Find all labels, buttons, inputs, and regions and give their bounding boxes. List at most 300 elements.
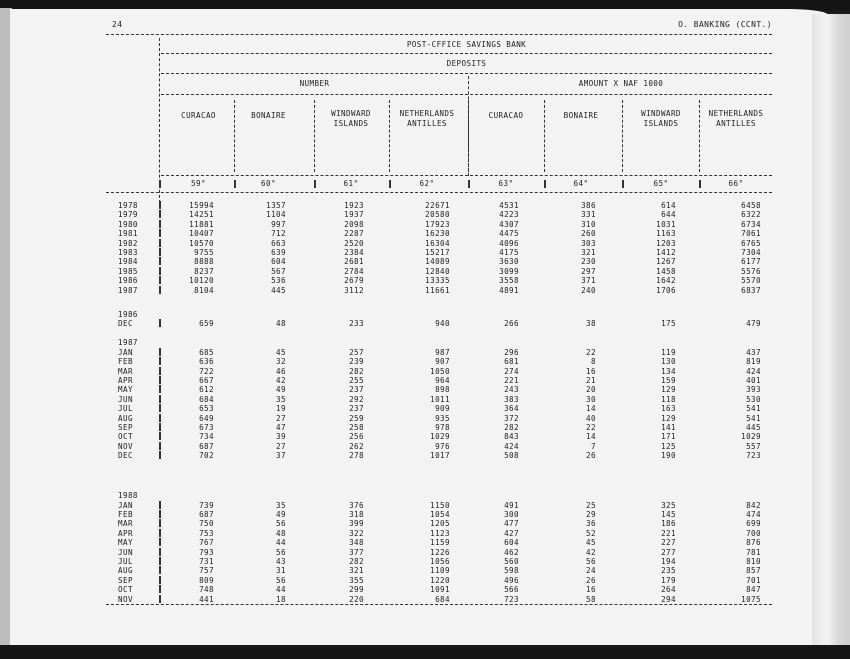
- cell-value: 39: [276, 432, 286, 442]
- cell-value: 36: [586, 519, 596, 529]
- column-header: [236, 111, 301, 121]
- cell-value: 21: [586, 376, 596, 385]
- cell-value: 2098: [344, 219, 364, 229]
- cell-value: 30: [586, 394, 596, 404]
- page-binding-shadow: [812, 14, 850, 645]
- cell-value: 12840: [425, 266, 450, 276]
- cell-value: 31: [276, 566, 286, 576]
- cell-value: 282: [349, 366, 364, 376]
- cell-value: 6765: [741, 238, 761, 248]
- cell-value: 667: [199, 376, 214, 385]
- cell-value: 130: [661, 357, 676, 367]
- cell-value: 612: [199, 385, 214, 395]
- cell-value: 56: [276, 519, 286, 529]
- cell-value: 898: [435, 385, 450, 395]
- cell-value: 237: [349, 404, 364, 414]
- cell-value: 18: [276, 594, 286, 604]
- cell-value: 8888: [194, 257, 214, 267]
- cell-value: 321: [349, 566, 364, 576]
- cell-value: 4307: [499, 219, 519, 229]
- cell-value: 134: [661, 366, 676, 376]
- cell-value: 303: [581, 238, 596, 248]
- cell-value: 310: [581, 219, 596, 229]
- row-divider: [159, 319, 161, 327]
- cell-value: 125: [661, 441, 676, 451]
- cell-value: 1011: [430, 394, 450, 404]
- cell-value: 220: [349, 594, 364, 604]
- cell-value: 233: [349, 319, 364, 329]
- table-row: [106, 404, 772, 413]
- row-divider: [159, 395, 161, 403]
- number-group-heading: NUMBER: [299, 79, 330, 88]
- cell-value: 1109: [430, 566, 450, 576]
- column-divider: [622, 100, 623, 172]
- cell-value: 45: [276, 347, 286, 357]
- column-label-line1: NETHERLANDS: [399, 109, 455, 118]
- cell-value: 5570: [741, 276, 761, 286]
- column-header: [546, 111, 616, 121]
- cell-value: 274: [504, 366, 519, 376]
- row-divider: [159, 201, 161, 209]
- cell-value: 491: [504, 500, 519, 510]
- cell-value: 399: [349, 519, 364, 529]
- cell-value: 1163: [656, 229, 676, 239]
- cell-value: 364: [504, 404, 519, 414]
- row-divider: [159, 529, 161, 537]
- cell-value: 2681: [344, 257, 364, 267]
- cell-value: 479: [746, 319, 761, 329]
- year-label: 1986: [118, 310, 138, 319]
- cell-value: 58: [586, 594, 596, 604]
- cell-value: 604: [504, 538, 519, 548]
- row-divider: [159, 595, 161, 603]
- cell-value: 10570: [189, 238, 214, 248]
- cell-value: 376: [349, 500, 364, 510]
- cell-value: 2679: [344, 276, 364, 286]
- cell-value: 1226: [430, 547, 450, 557]
- table-row: [106, 501, 772, 510]
- cell-value: 684: [199, 394, 214, 404]
- cell-value: 2287: [344, 229, 364, 239]
- cell-value: 1220: [430, 575, 450, 585]
- row-label: SEP: [118, 575, 133, 585]
- column-divider: [234, 100, 235, 172]
- row-label: JUN: [118, 547, 133, 557]
- cell-value: 11661: [425, 285, 450, 295]
- cell-value: 14: [586, 432, 596, 442]
- cell-value: 857: [746, 566, 761, 576]
- cell-value: 300: [504, 510, 519, 519]
- cell-value: 194: [661, 557, 676, 566]
- cell-value: 748: [199, 585, 214, 595]
- table-row: [106, 239, 772, 248]
- cell-value: 4475: [499, 229, 519, 239]
- cell-value: 48: [276, 528, 286, 538]
- cell-value: 35: [276, 500, 286, 510]
- cell-value: 118: [661, 394, 676, 404]
- table-row: [106, 276, 772, 285]
- row-divider: [159, 585, 161, 593]
- cell-value: 6458: [741, 201, 761, 210]
- cell-value: 371: [581, 276, 596, 286]
- cell-value: 235: [661, 566, 676, 576]
- cell-value: 16: [586, 585, 596, 595]
- column-divider: [468, 180, 470, 188]
- cell-value: 5576: [741, 266, 761, 276]
- cell-value: 566: [504, 585, 519, 595]
- cell-value: 159: [661, 376, 676, 385]
- cell-value: 636: [199, 357, 214, 367]
- cell-value: 8: [591, 357, 596, 367]
- cell-value: 43: [276, 557, 286, 566]
- row-divider: [159, 385, 161, 393]
- column-code: 61°: [343, 179, 359, 188]
- section-title: O. BANKING (CCNT.): [678, 20, 772, 29]
- row-divider: [159, 248, 161, 256]
- cell-value: 1150: [430, 500, 450, 510]
- cell-value: 445: [746, 423, 761, 432]
- cell-value: 24: [586, 566, 596, 576]
- cell-value: 237: [349, 385, 364, 395]
- row-divider: [159, 376, 161, 384]
- cell-value: 221: [661, 528, 676, 538]
- row-divider: [159, 442, 161, 450]
- cell-value: 348: [349, 538, 364, 548]
- cell-value: 427: [504, 528, 519, 538]
- cell-value: 27: [276, 441, 286, 451]
- cell-value: 22: [586, 347, 596, 357]
- row-label: NOV: [118, 441, 133, 451]
- cell-value: 239: [349, 357, 364, 367]
- cell-value: 477: [504, 519, 519, 529]
- table-title: POST-CFFICE SAVINGS BANK: [406, 40, 527, 49]
- column-label-line2: ANTILLES: [716, 119, 756, 128]
- cell-value: 6837: [741, 285, 761, 295]
- cell-value: 7: [591, 441, 596, 451]
- column-label-line1: WINDWARD: [641, 109, 681, 118]
- row-label: JUL: [118, 404, 133, 414]
- row-label: OCT: [118, 432, 133, 442]
- cell-value: 684: [435, 594, 450, 604]
- cell-value: 2784: [344, 266, 364, 276]
- top-rule: [106, 34, 772, 35]
- row-label: MAR: [118, 519, 133, 529]
- cell-value: 976: [435, 441, 450, 451]
- row-label: 1979: [118, 210, 138, 220]
- cell-value: 673: [199, 423, 214, 432]
- cell-value: 20: [586, 385, 596, 395]
- bottom-rule: [106, 604, 772, 605]
- column-label-line1: WINDWARD: [331, 109, 371, 118]
- cell-value: 1458: [656, 266, 676, 276]
- deposits-heading: DEPOSITS: [446, 59, 487, 68]
- cell-value: 699: [746, 519, 761, 529]
- scan-bottom-border: [0, 645, 850, 659]
- cell-value: 19: [276, 404, 286, 414]
- cell-value: 424: [746, 366, 761, 376]
- cell-value: 401: [746, 376, 761, 385]
- cell-value: 2520: [344, 238, 364, 248]
- table-row: [106, 595, 772, 604]
- cell-value: 1642: [656, 276, 676, 286]
- column-code: 62°: [419, 179, 435, 188]
- cell-value: 383: [504, 394, 519, 404]
- cell-value: 221: [504, 376, 519, 385]
- row-label: JAN: [118, 347, 133, 357]
- column-divider: [314, 100, 315, 172]
- rule: [161, 175, 772, 176]
- year-heading: [106, 338, 772, 347]
- table-row: [106, 248, 772, 257]
- row-label: JAN: [118, 500, 133, 510]
- cell-value: 649: [199, 413, 214, 423]
- row-divider: [159, 510, 161, 518]
- cell-value: 437: [746, 347, 761, 357]
- column-header: [626, 109, 696, 129]
- table-row: [106, 557, 772, 566]
- row-divider: [159, 286, 161, 294]
- row-label: DEC: [118, 319, 133, 329]
- cell-value: 681: [504, 357, 519, 367]
- row-divider: [159, 566, 161, 574]
- row-divider: [159, 229, 161, 237]
- cell-value: 1075: [741, 594, 761, 604]
- cell-value: 560: [504, 557, 519, 566]
- cell-value: 14089: [425, 257, 450, 267]
- cell-value: 1412: [656, 248, 676, 257]
- cell-value: 1050: [430, 366, 450, 376]
- cell-value: 256: [349, 432, 364, 442]
- cell-value: 8104: [194, 285, 214, 295]
- cell-value: 129: [661, 385, 676, 395]
- year-label: 1988: [118, 491, 138, 500]
- cell-value: 355: [349, 575, 364, 585]
- cell-value: 598: [504, 566, 519, 576]
- column-label-line1: BONAIRE: [563, 111, 599, 120]
- cell-value: 26: [586, 575, 596, 585]
- cell-value: 3630: [499, 257, 519, 267]
- cell-value: 14251: [189, 210, 214, 220]
- column-divider: [389, 100, 390, 172]
- row-divider: [159, 267, 161, 275]
- column-code: 63°: [498, 179, 514, 188]
- table-row: [106, 376, 772, 385]
- cell-value: 322: [349, 528, 364, 538]
- column-label-line2: ISLANDS: [333, 119, 369, 128]
- cell-value: 843: [504, 432, 519, 442]
- cell-value: 753: [199, 528, 214, 538]
- cell-value: 227: [661, 538, 676, 548]
- cell-value: 701: [746, 575, 761, 585]
- table-row: [106, 510, 772, 519]
- column-header: [166, 111, 231, 121]
- column-code: 65°: [653, 179, 669, 188]
- table-row: [106, 220, 772, 229]
- cell-value: 1029: [741, 432, 761, 442]
- row-label: NOV: [118, 594, 133, 604]
- column-code: 59°: [191, 179, 206, 188]
- row-label: JUN: [118, 394, 133, 404]
- cell-value: 318: [349, 510, 364, 519]
- column-label-line1: BONAIRE: [251, 111, 286, 120]
- row-divider: [159, 239, 161, 247]
- cell-value: 964: [435, 376, 450, 385]
- cell-value: 819: [746, 357, 761, 367]
- table-row: [106, 257, 772, 266]
- cell-value: 331: [581, 210, 596, 220]
- cell-value: 663: [271, 238, 286, 248]
- cell-value: 767: [199, 538, 214, 548]
- cell-value: 47: [276, 423, 286, 432]
- cell-value: 781: [746, 547, 761, 557]
- table-row: [106, 576, 772, 585]
- table-row: [106, 319, 772, 328]
- column-label-line2: ISLANDS: [643, 119, 679, 128]
- row-divider: [159, 357, 161, 365]
- cell-value: 7304: [741, 248, 761, 257]
- cell-value: 4531: [499, 201, 519, 210]
- table-row: [106, 423, 772, 432]
- cell-value: 262: [349, 441, 364, 451]
- cell-value: 10120: [189, 276, 214, 286]
- cell-value: 3099: [499, 266, 519, 276]
- table-row: [106, 519, 772, 528]
- row-divider: [159, 451, 161, 459]
- row-label: SEP: [118, 423, 133, 432]
- cell-value: 17923: [425, 219, 450, 229]
- cell-value: 424: [504, 441, 519, 451]
- cell-value: 1056: [430, 557, 450, 566]
- cell-value: 258: [349, 423, 364, 432]
- cell-value: 4096: [499, 238, 519, 248]
- table-row: [106, 529, 772, 538]
- cell-value: 639: [271, 248, 286, 257]
- cell-value: 842: [746, 500, 761, 510]
- cell-value: 264: [661, 585, 676, 595]
- cell-value: 809: [199, 575, 214, 585]
- cell-value: 282: [504, 423, 519, 432]
- cell-value: 175: [661, 319, 676, 329]
- column-label-line1: CURACAO: [181, 111, 216, 120]
- cell-value: 56: [586, 557, 596, 566]
- cell-value: 1091: [430, 585, 450, 595]
- row-divider: [159, 257, 161, 265]
- column-label-line2: ANTILLES: [407, 119, 447, 128]
- cell-value: 257: [349, 347, 364, 357]
- cell-value: 56: [276, 575, 286, 585]
- column-divider: [544, 100, 545, 172]
- cell-value: 6322: [741, 210, 761, 220]
- row-label: 1978: [118, 201, 138, 210]
- cell-value: 1017: [430, 451, 450, 461]
- cell-value: 734: [199, 432, 214, 442]
- cell-value: 739: [199, 500, 214, 510]
- cell-value: 15994: [189, 201, 214, 210]
- column-label-line1: CURACAO: [488, 111, 524, 120]
- cell-value: 441: [199, 594, 214, 604]
- cell-value: 32: [276, 357, 286, 367]
- cell-value: 8237: [194, 266, 214, 276]
- row-divider: [159, 404, 161, 412]
- cell-value: 541: [746, 413, 761, 423]
- cell-value: 536: [271, 276, 286, 286]
- cell-value: 1159: [430, 538, 450, 548]
- cell-value: 687: [199, 510, 214, 519]
- table-row: [106, 385, 772, 394]
- table-row: [106, 210, 772, 219]
- table-row: [106, 538, 772, 547]
- cell-value: 445: [271, 285, 286, 295]
- cell-value: 13335: [425, 276, 450, 286]
- row-label: AUG: [118, 566, 133, 576]
- cell-value: 876: [746, 538, 761, 548]
- cell-value: 6177: [741, 257, 761, 267]
- table-row: [106, 348, 772, 357]
- row-label: MAY: [118, 385, 133, 395]
- row-divider: [159, 414, 161, 422]
- cell-value: 16: [586, 366, 596, 376]
- cell-value: 22: [586, 423, 596, 432]
- cell-value: 6734: [741, 219, 761, 229]
- cell-value: 26: [586, 451, 596, 461]
- cell-value: 935: [435, 413, 450, 423]
- table-row: [106, 414, 772, 423]
- row-divider: [159, 367, 161, 375]
- column-header: [316, 109, 386, 129]
- table-row: [106, 395, 772, 404]
- cell-value: 653: [199, 404, 214, 414]
- cell-value: 659: [199, 319, 214, 329]
- cell-value: 325: [661, 500, 676, 510]
- cell-value: 377: [349, 547, 364, 557]
- row-label: FEB: [118, 510, 133, 519]
- cell-value: 1104: [266, 210, 286, 220]
- cell-value: 296: [504, 347, 519, 357]
- cell-value: 757: [199, 566, 214, 576]
- cell-value: 16304: [425, 238, 450, 248]
- cell-value: 321: [581, 248, 596, 257]
- cell-value: 10407: [189, 229, 214, 239]
- table-row: [106, 451, 772, 460]
- row-divider: [159, 423, 161, 431]
- cell-value: 3112: [344, 285, 364, 295]
- page-number: 24: [112, 20, 123, 29]
- row-label: 1984: [118, 257, 138, 267]
- cell-value: 27: [276, 413, 286, 423]
- cell-value: 614: [661, 201, 676, 210]
- rule: [161, 53, 772, 54]
- cell-value: 255: [349, 376, 364, 385]
- row-divider: [159, 519, 161, 527]
- cell-value: 42: [586, 547, 596, 557]
- row-label: MAR: [118, 366, 133, 376]
- cell-value: 56: [276, 547, 286, 557]
- cell-value: 1267: [656, 257, 676, 267]
- row-label: DEC: [118, 451, 133, 461]
- column-label-line1: NETHERLANDS: [708, 109, 764, 118]
- cell-value: 750: [199, 519, 214, 529]
- cell-value: 186: [661, 519, 676, 529]
- cell-value: 297: [581, 266, 596, 276]
- cell-value: 987: [435, 347, 450, 357]
- table-row: [106, 286, 772, 295]
- cell-value: 1937: [344, 210, 364, 220]
- cell-value: 1031: [656, 219, 676, 229]
- cell-value: 35: [276, 394, 286, 404]
- cell-value: 44: [276, 585, 286, 595]
- column-divider: [159, 180, 161, 188]
- cell-value: 508: [504, 451, 519, 461]
